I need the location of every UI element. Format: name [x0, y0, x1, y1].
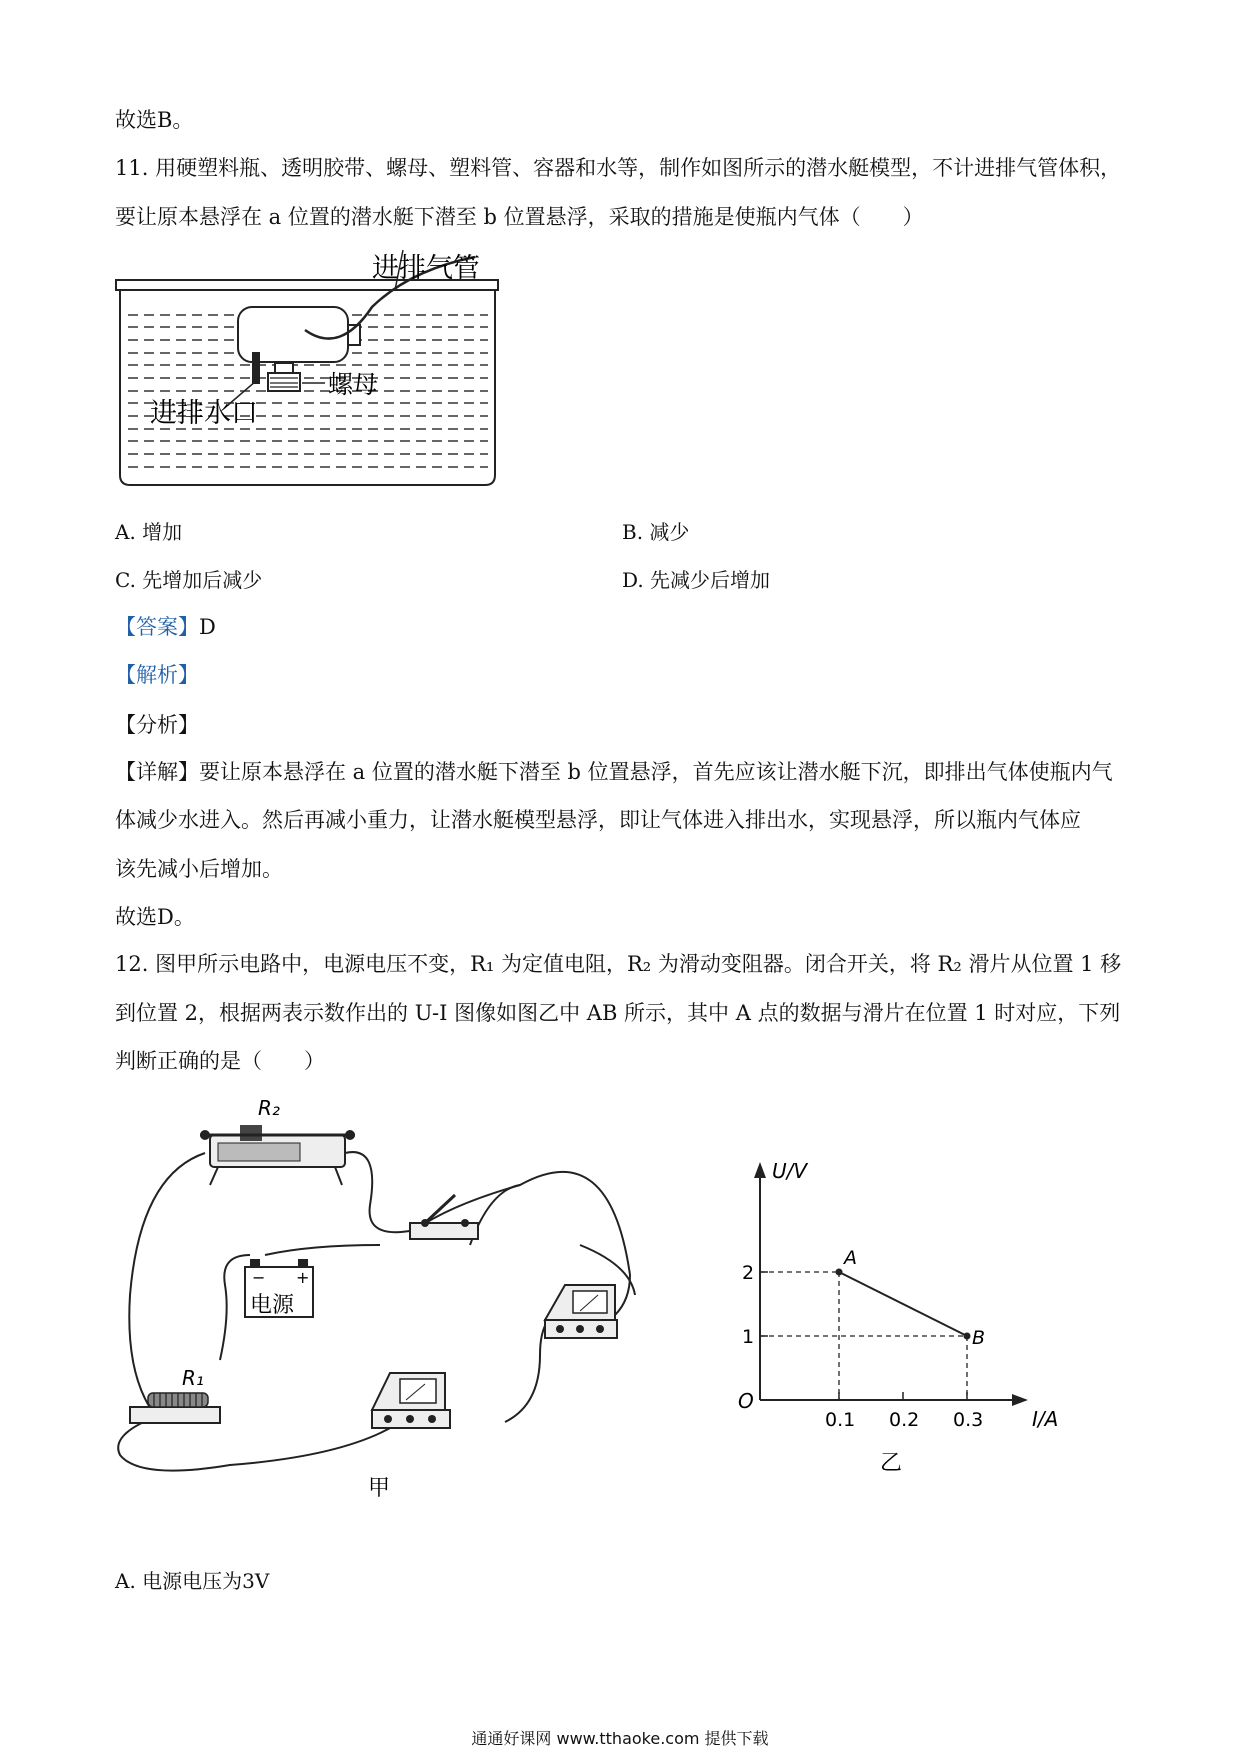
- series-line: [839, 1272, 967, 1336]
- data-point-B: [964, 1333, 971, 1340]
- submarine-model-figure: [110, 245, 510, 495]
- tube-label: 进排气管: [372, 253, 480, 284]
- nut: [268, 373, 300, 391]
- nut-label: 螺母: [328, 370, 379, 399]
- analysis-label: 【解析】: [115, 663, 199, 687]
- circuit-figure: [110, 1095, 670, 1500]
- q11-option-a: A. 增加: [115, 520, 183, 544]
- q11-option-b: B. 减少: [622, 520, 690, 544]
- y-axis-arrow: [754, 1162, 766, 1178]
- q11-option-c: C. 先增加后减少: [115, 568, 263, 592]
- x-tick-label: 0.1: [825, 1409, 856, 1431]
- r1-label: R₁: [182, 1366, 204, 1390]
- nut-top: [275, 363, 293, 373]
- q11-option-d: D. 先减少后增加: [622, 568, 771, 592]
- detail-line2: 体减少水进入。然后再减小重力，让潜水艇模型悬浮，即让气体进入排出水，实现悬浮，所以瓶内气体应: [115, 808, 1081, 832]
- answer-line: [115, 613, 216, 641]
- source-label: 电源: [250, 1293, 295, 1318]
- page-footer: 通通好课网 www.tthaoke.com 提供下载: [471, 1729, 769, 1748]
- r2-slider: [240, 1125, 262, 1141]
- y-tick-label: 1: [742, 1326, 755, 1348]
- data-point-A: [836, 1269, 843, 1276]
- origin-label: O: [738, 1389, 754, 1413]
- q12-stem-line3: 判断正确的是（ ）: [115, 1049, 325, 1073]
- chart-caption: 乙: [880, 1451, 903, 1475]
- answer-label: 【答案】: [115, 615, 199, 639]
- source-minus: −: [252, 1268, 266, 1287]
- answer-value: D: [199, 615, 216, 639]
- q11-stem-line2: 要让原本悬浮在 a 位置的潜水艇下潜至 b 位置悬浮，采取的措施是使瓶内气体（ ）: [115, 205, 924, 229]
- point-label: A: [844, 1247, 857, 1269]
- inlet-label: 进排水口: [150, 398, 258, 429]
- q12-stem-line1: 12. 图甲所示电路中，电源电压不变，R₁ 为定值电阻，R₂ 为滑动变阻器。闭合开关，将 R₂ 滑片从位置 1 移: [115, 952, 1122, 976]
- q11-conclusion: 故选D。: [115, 905, 195, 929]
- fenxi-label: 【分析】: [115, 713, 199, 737]
- y-tick-label: 2: [742, 1262, 755, 1284]
- point-label: B: [972, 1327, 986, 1349]
- voltmeter: [372, 1373, 450, 1428]
- q12-option-a: A. 电源电压为3V: [115, 1569, 270, 1593]
- detail-line3: 该先减小后增加。: [115, 857, 283, 881]
- previous-answer: 故选B。: [115, 108, 194, 132]
- ui-chart: [735, 1150, 1080, 1475]
- source-plus: +: [296, 1268, 310, 1287]
- circuit-caption: 甲: [368, 1476, 391, 1500]
- water-inlet: [252, 352, 260, 384]
- detail-line1: 【详解】要让原本悬浮在 a 位置的潜水艇下潜至 b 位置悬浮，首先应该让潜水艇下沉，即排出气体使瓶内气: [115, 760, 1113, 784]
- r2-rheostat: [200, 1125, 355, 1185]
- x-tick-label: 0.2: [889, 1409, 920, 1431]
- q11-stem-line1: 11. 用硬塑料瓶、透明胶带、螺母、塑料管、容器和水等，制作如图所示的潜水艇模型，不计进排气管体积，: [115, 156, 1122, 180]
- q12-stem-line2: 到位置 2，根据两表示数作出的 U-I 图像如图乙中 AB 所示，其中 A 点的数据与滑片在位置 1 时对应，下列: [115, 1001, 1121, 1025]
- y-axis-label: U/V: [772, 1159, 808, 1183]
- x-tick-label: 0.3: [953, 1409, 984, 1431]
- ammeter: [545, 1285, 617, 1338]
- r2-label: R₂: [258, 1096, 280, 1120]
- x-axis-arrow: [1012, 1394, 1028, 1406]
- x-axis-label: I/A: [1032, 1407, 1059, 1431]
